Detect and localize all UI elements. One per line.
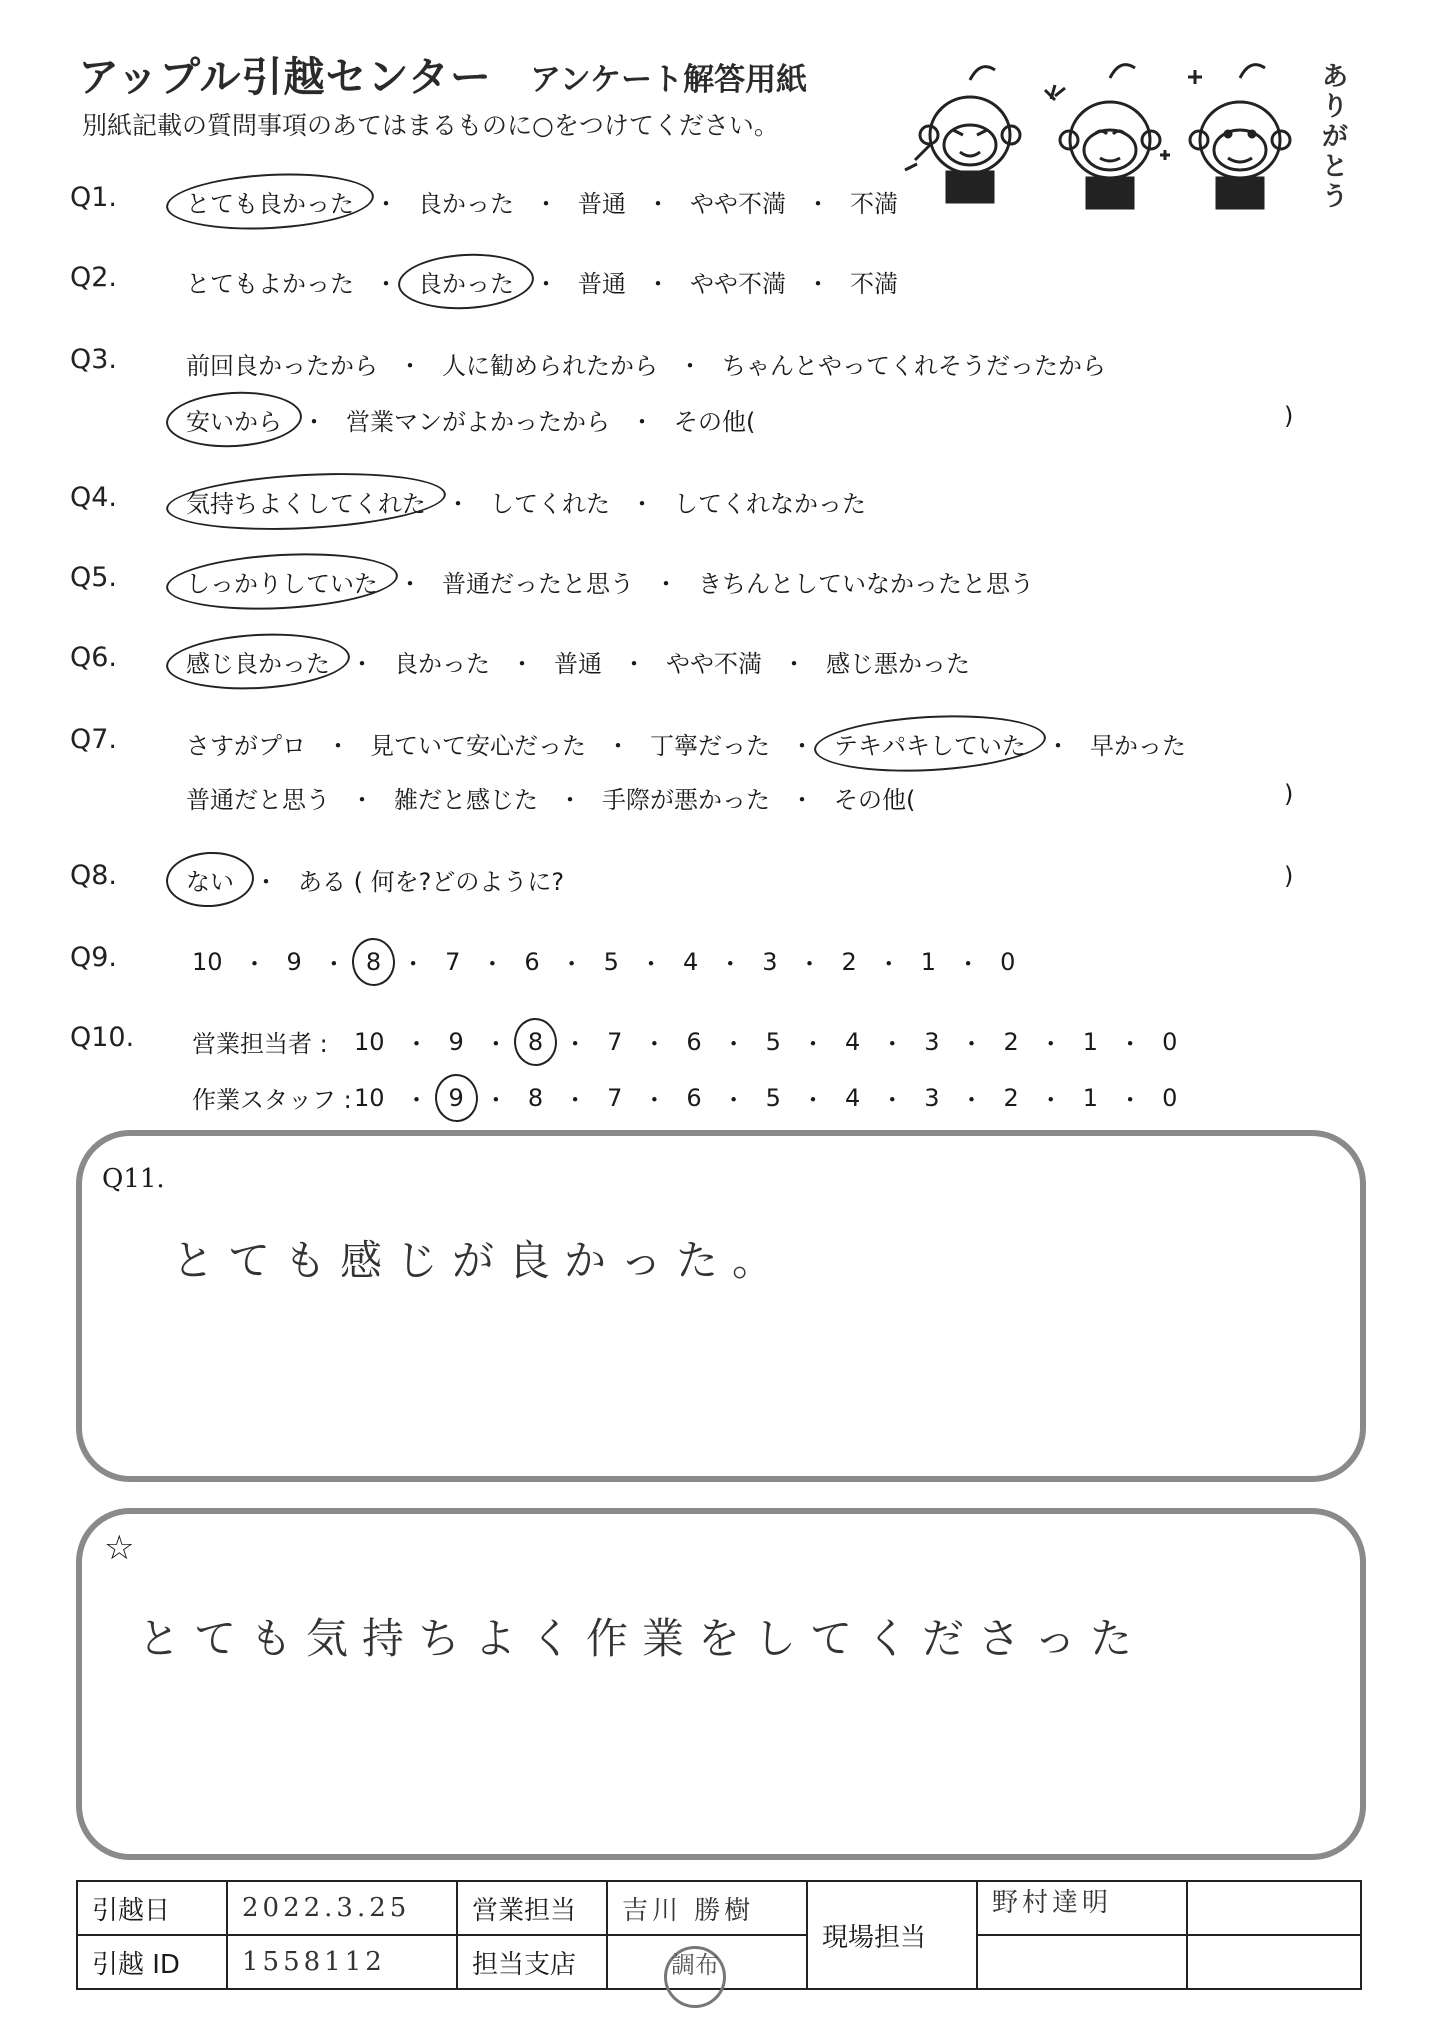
site-rep-name: 野村達明	[977, 1881, 1187, 1935]
q3-option-6[interactable]: その他(	[674, 408, 756, 436]
q9-score-2[interactable]: 2	[841, 947, 857, 976]
comment-handwritten-answer: とても気持ちよく作業をしてくださった	[138, 1614, 1147, 1663]
q10-sales-score-10[interactable]: 10	[354, 1027, 385, 1056]
q1-options: とても良かった ・ 良かった ・ 普通 ・ やや不満 ・ 不満	[180, 184, 904, 219]
move-date-value: 2022.3.25	[227, 1881, 457, 1935]
q3-option-2[interactable]: 人に勧められたから	[442, 352, 658, 380]
q2-options: とてもよかった ・ 良かった ・ 普通 ・ やや不満 ・ 不満	[180, 264, 904, 299]
q7-option-3[interactable]: 丁寧だった	[650, 732, 770, 760]
q7-option-5[interactable]: 早かった	[1090, 732, 1186, 760]
q10-staff-scale: 作業スタッフ : 10 ・ 9 ・ 8 ・ 7 ・ 6 ・ 5 ・ 4 ・ 3 ・ 2 ・ 1 ・ 0	[186, 1080, 1183, 1115]
q6-label: Q6.	[70, 642, 118, 673]
q6-option-2[interactable]: 良かった	[394, 650, 490, 678]
site-rep-label: 現場担当	[807, 1881, 977, 1989]
q2-option-4[interactable]: やや不満	[690, 270, 786, 298]
empty-cell-2	[977, 1935, 1187, 1989]
q10-staff-score-5[interactable]: 5	[765, 1083, 781, 1112]
q8-close-paren: )	[1284, 862, 1294, 890]
q7-option-2[interactable]: 見ていて安心だった	[370, 732, 586, 760]
instruction-text: 別紙記載の質問事項のあてはまるものに○をつけてください。	[82, 111, 779, 140]
q5-option-3[interactable]: きちんとしていなかったと思う	[698, 570, 1034, 598]
branch-stamp: 調布	[664, 1946, 726, 2008]
q10-sales-score-1[interactable]: 1	[1082, 1027, 1099, 1056]
q3-option-4[interactable]: 安いから	[180, 402, 288, 437]
q1-option-1[interactable]: とても良かった	[180, 184, 360, 219]
form-subtitle: アンケート解答用紙	[530, 62, 808, 98]
q11-handwritten-answer: とても感じが良かった。	[172, 1236, 789, 1285]
q10-staff-score-0[interactable]: 0	[1162, 1083, 1178, 1112]
q10-staff-score-7[interactable]: 7	[607, 1083, 623, 1112]
q9-score-10[interactable]: 10	[192, 947, 223, 976]
q3-options-line1: 前回良かったから ・ 人に勧められたから ・ ちゃんとやってくれそうだったから	[180, 346, 1112, 381]
q3-option-3[interactable]: ちゃんとやってくれそうだったから	[722, 352, 1106, 380]
q1-option-5[interactable]: 不満	[850, 190, 898, 218]
q10-sales-score-6[interactable]: 6	[686, 1027, 702, 1056]
q7-option-8[interactable]: 手際が悪かった	[602, 786, 770, 814]
q3-label: Q3.	[70, 344, 118, 375]
q10-staff-score-3[interactable]: 3	[924, 1083, 940, 1112]
q8-options: ない ・ ある ( 何を?どのように?	[180, 862, 570, 897]
q10-label: Q10.	[70, 1022, 135, 1053]
q5-options: しっかりしていた ・ 普通だったと思う ・ きちんとしていなかったと思う	[180, 564, 1040, 599]
q9-score-5[interactable]: 5	[603, 947, 619, 976]
q11-label: Q11.	[102, 1164, 165, 1194]
q7-option-1[interactable]: さすがプロ	[186, 732, 306, 760]
q10-sales-score-8[interactable]: 8	[522, 1028, 549, 1056]
q7-close-paren: )	[1284, 780, 1294, 808]
q10-sales-score-0[interactable]: 0	[1162, 1027, 1178, 1056]
q9-label: Q9.	[70, 942, 118, 973]
empty-cell-1	[1187, 1881, 1361, 1935]
branch-label: 担当支店	[457, 1935, 607, 1989]
q11-answer-box[interactable]	[76, 1130, 1366, 1482]
q10-staff-score-9[interactable]: 9	[443, 1084, 470, 1112]
q1-option-2[interactable]: 良かった	[418, 190, 514, 218]
q9-score-1[interactable]: 1	[920, 947, 937, 976]
q1-option-4[interactable]: やや不満	[690, 190, 786, 218]
q7-option-4[interactable]: テキパキしていた	[828, 726, 1032, 761]
q7-option-7[interactable]: 雑だと感じた	[394, 786, 538, 814]
q9-score-3[interactable]: 3	[762, 947, 778, 976]
star-icon: ☆	[104, 1528, 135, 1568]
q10-staff-score-1[interactable]: 1	[1082, 1083, 1099, 1112]
q10-staff-label: 作業スタッフ :	[192, 1086, 352, 1114]
q4-option-3[interactable]: してくれなかった	[674, 490, 866, 518]
q4-option-2[interactable]: してくれた	[490, 490, 610, 518]
q7-options-line2: 普通だと思う ・ 雑だと感じた ・ 手際が悪かった ・ その他(	[180, 780, 921, 815]
q7-options-line1: さすがプロ ・ 見ていて安心だった ・ 丁寧だった ・ テキパキしていた ・ 早かった	[180, 726, 1192, 761]
q9-score-8[interactable]: 8	[360, 948, 387, 976]
q7-option-6[interactable]: 普通だと思う	[186, 786, 330, 814]
q8-label: Q8.	[70, 860, 118, 891]
sales-rep-name: 吉川 勝樹	[607, 1881, 807, 1935]
q10-sales-label: 営業担当者 :	[192, 1030, 328, 1058]
q10-staff-score-6[interactable]: 6	[686, 1083, 702, 1112]
q8-option-1[interactable]: ない	[180, 862, 240, 897]
q8-option-2[interactable]: ある ( 何を?どのように?	[298, 868, 565, 896]
q5-label: Q5.	[70, 562, 118, 593]
q9-score-0[interactable]: 0	[1000, 947, 1016, 976]
q1-label: Q1.	[70, 182, 118, 213]
empty-cell-3	[1187, 1935, 1361, 1989]
mascot-caption: ありがとう	[1322, 62, 1349, 212]
q6-option-3[interactable]: 普通	[554, 650, 602, 678]
q6-option-4[interactable]: やや不満	[666, 650, 762, 678]
q3-close-paren: )	[1284, 402, 1294, 430]
q10-sales-score-7[interactable]: 7	[607, 1027, 623, 1056]
q6-options: 感じ良かった ・ 良かった ・ 普通 ・ やや不満 ・ 感じ悪かった	[180, 644, 976, 679]
comment-box[interactable]	[76, 1508, 1366, 1860]
q9-score-4[interactable]: 4	[682, 947, 699, 976]
q2-option-2[interactable]: 良かった	[412, 264, 520, 299]
q10-staff-score-2[interactable]: 2	[1003, 1083, 1019, 1112]
q5-option-2[interactable]: 普通だったと思う	[442, 570, 634, 598]
q7-label: Q7.	[70, 724, 118, 755]
q10-sales-score-4[interactable]: 4	[844, 1027, 861, 1056]
q9-scale: 10 ・ 9 ・ 8 ・ 7 ・ 6 ・ 5 ・ 4 ・ 3 ・ 2 ・ 1 ・ 0	[186, 944, 1021, 979]
sales-rep-label: 営業担当	[457, 1881, 607, 1935]
q4-label: Q4.	[70, 482, 118, 513]
move-id-label: 引越 ID	[77, 1935, 227, 1989]
q2-label: Q2.	[70, 262, 118, 293]
q10-staff-score-8[interactable]: 8	[527, 1083, 544, 1112]
q2-option-5[interactable]: 不満	[850, 270, 898, 298]
q3-options-line2: 安いから ・ 営業マンがよかったから ・ その他(	[180, 402, 761, 437]
q6-option-5[interactable]: 感じ悪かった	[826, 650, 970, 678]
q9-score-6[interactable]: 6	[524, 947, 540, 976]
q9-score-7[interactable]: 7	[445, 947, 461, 976]
q4-option-1[interactable]: 気持ちよくしてくれた	[180, 484, 432, 519]
q5-option-1[interactable]: しっかりしていた	[180, 564, 384, 599]
q2-option-3[interactable]: 普通	[578, 270, 626, 298]
q9-score-9[interactable]: 9	[286, 947, 302, 976]
q2-option-1[interactable]: とてもよかった	[186, 270, 354, 298]
company-title: アップル引越センター	[78, 53, 492, 101]
q10-sales-score-3[interactable]: 3	[924, 1027, 940, 1056]
mascot-illustration	[895, 50, 1355, 220]
q7-option-9[interactable]: その他(	[834, 786, 916, 814]
q1-option-3[interactable]: 普通	[578, 190, 626, 218]
q10-sales-score-5[interactable]: 5	[765, 1027, 781, 1056]
q6-option-1[interactable]: 感じ良かった	[180, 644, 336, 679]
q10-staff-score-10[interactable]: 10	[354, 1083, 385, 1112]
move-date-label: 引越日	[77, 1881, 227, 1935]
q10-sales-score-9[interactable]: 9	[448, 1027, 464, 1056]
q10-sales-score-2[interactable]: 2	[1003, 1027, 1019, 1056]
move-id-value: 1558112	[227, 1935, 457, 1989]
q3-option-1[interactable]: 前回良かったから	[186, 352, 378, 380]
q4-options: 気持ちよくしてくれた ・ してくれた ・ してくれなかった	[180, 484, 872, 519]
q10-staff-score-4[interactable]: 4	[844, 1083, 861, 1112]
q3-option-5[interactable]: 営業マンがよかったから	[346, 408, 610, 436]
q10-sales-scale: 営業担当者 : 10 ・ 9 ・ 8 ・ 7 ・ 6 ・ 5 ・ 4 ・ 3 ・ 2 ・ 1 ・ 0	[186, 1024, 1183, 1059]
